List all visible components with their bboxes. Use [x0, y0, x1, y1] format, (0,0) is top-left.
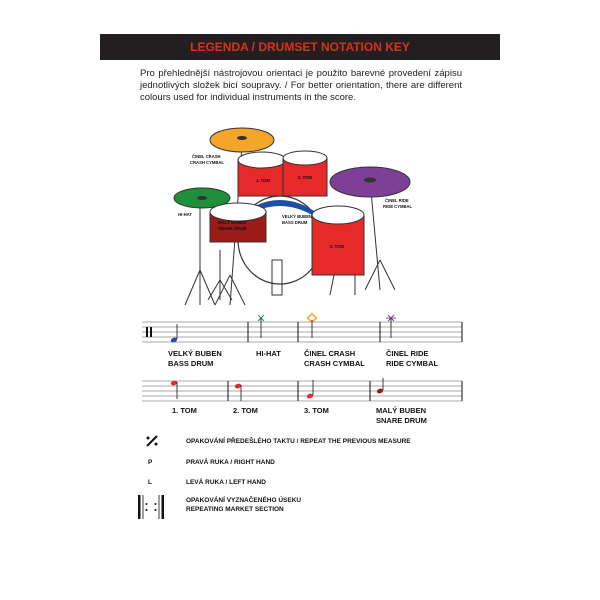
staff2-label-tom2: 2. TOM — [233, 406, 258, 415]
staff2-label-snare: MALÝ BUBEN SNARE DRUM — [376, 406, 427, 425]
kit-label-snare-1: MALÝ BUBEN — [218, 220, 246, 225]
staff-1-lines — [142, 322, 462, 342]
tom2-note — [234, 383, 242, 401]
crash-bell — [237, 136, 247, 140]
ride-note — [386, 315, 396, 338]
kit-label-crash-2: CRASH CYMBAL — [190, 160, 224, 165]
kit-label-tom2: 2. TOM — [298, 175, 312, 180]
kit-label-ride-2: RIDE CYMBAL — [383, 204, 413, 209]
repeat-previous-measure-icon — [144, 434, 160, 448]
left-hand-symbol: L — [148, 479, 152, 486]
crash-note — [308, 314, 316, 338]
kit-label-snare-2: SNARE DRUM — [218, 226, 247, 231]
staff2-label-tom1: 1. TOM — [172, 406, 197, 415]
repeat-section-icon — [136, 493, 166, 521]
legend-repeat-measure-text: OPAKOVÁNÍ PŘEDEŠLÉHO TAKTU / REPEAT THE PREVIOUS MEASURE — [186, 438, 411, 445]
drumset-illustration — [170, 120, 430, 310]
staff1-label-hihat: HI-HAT — [256, 349, 281, 358]
staff-2 — [140, 375, 465, 407]
hihat-note — [258, 315, 264, 338]
intro-paragraph: Pro přehlednější nástrojovou orientaci je použito barevné provedení zápisu jednotlivých složek bicí soupravy. / For better orientation, there are different colours used for individual instruments in the score. — [140, 68, 462, 103]
kit-label-ride-1: ČINEL RIDE — [385, 198, 409, 203]
legend-left-hand-text: LEVÁ RUKA / LEFT HAND — [186, 479, 266, 486]
tom1-head — [238, 152, 286, 168]
kit-label-crash-1: ČINEL CRASH — [192, 154, 221, 159]
legend-right-hand-text: PRAVÁ RUKA / RIGHT HAND — [186, 459, 275, 466]
kit-label-bass-2: BASS DRUM — [282, 220, 308, 225]
kit-label-tom3: 3. TOM — [330, 244, 344, 249]
staff2-label-tom3: 3. TOM — [304, 406, 329, 415]
tom3-head — [312, 206, 364, 224]
tom3-note — [306, 380, 314, 399]
legend-repeat-section-text: OPAKOVÁNÍ VYZNAČENÉHO ÚSEKU REPEATING MARKET SECTION — [186, 497, 302, 513]
ride-bell — [364, 178, 376, 183]
tom2-head — [283, 151, 327, 165]
snare-head — [210, 203, 266, 221]
kit-label-tom1: 1. TOM — [256, 178, 270, 183]
right-hand-symbol: P — [148, 459, 153, 466]
staff-2-lines — [142, 381, 462, 401]
hihat-bell — [197, 196, 207, 200]
kit-label-bass-1: VELKÝ BUBEN — [282, 214, 313, 219]
staff1-label-bass: VELKÝ BUBEN BASS DRUM — [168, 349, 222, 368]
staff1-label-ride: ČINEL RIDE RIDE CYMBAL — [386, 349, 439, 368]
kit-label-hihat: HI-HAT — [178, 212, 192, 217]
staff1-label-crash: ČINEL CRASH CRASH CYMBAL — [304, 349, 365, 368]
staff-1 — [140, 312, 465, 348]
page-title: LEGENDA / DRUMSET NOTATION KEY — [100, 34, 500, 60]
